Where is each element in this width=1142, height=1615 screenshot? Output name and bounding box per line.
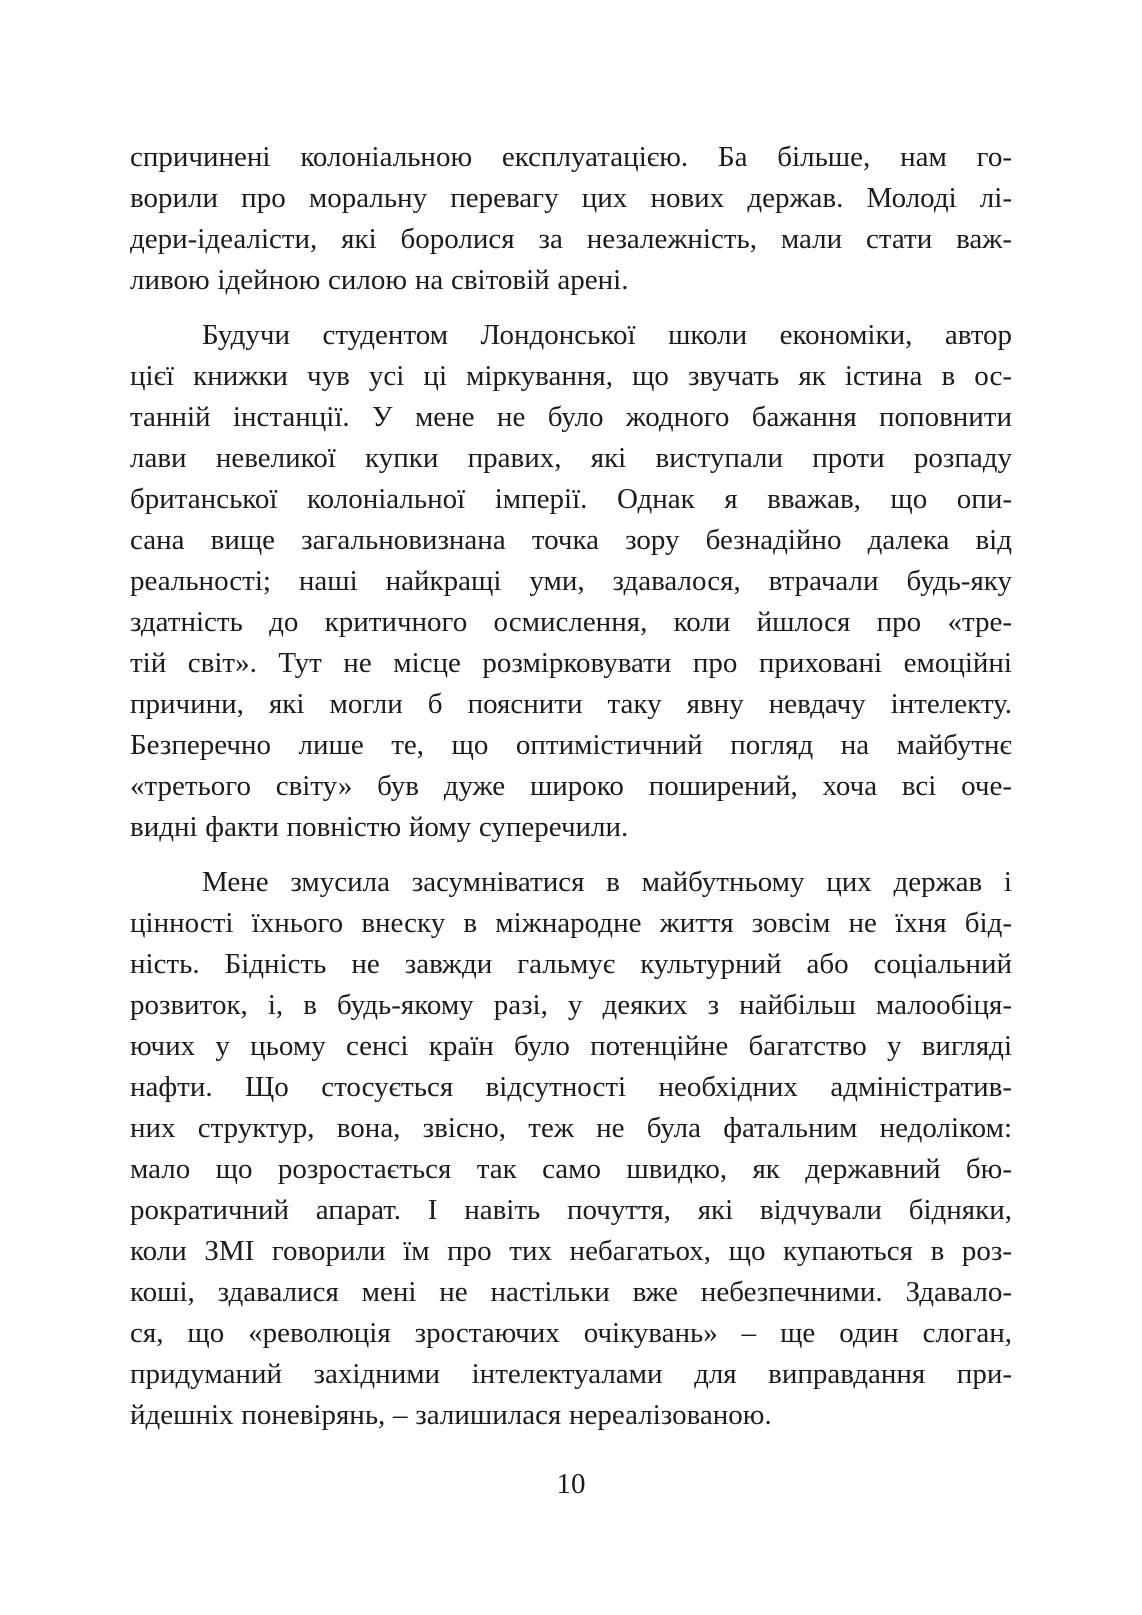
text-line: Будучи студентом Лондонської школи економіки, автор (202, 319, 1012, 351)
text-line: «третього світу» був дуже широко поширений, хоча всі оче- (130, 770, 1012, 802)
text-line: здатність до критичного осмислення, коли йшлося про «тре- (130, 606, 1012, 638)
text-line: коли ЗМІ говорили їм про тих небагатьох, що купаються в роз- (130, 1235, 1012, 1267)
text-line: мало що розростається так само швидко, як державний бю- (130, 1153, 1012, 1185)
text-line: придуманий західними інтелектуалами для виправдання при- (130, 1358, 1012, 1390)
paragraph (130, 137, 1012, 301)
text-line: ність. Бідність не завжди гальмує культурний або соціальний (130, 948, 1012, 980)
text-line: видні факти повністю йому суперечили. (130, 811, 629, 843)
text-line: цієї книжки чув усі ці міркування, що звучать як істина в ос- (130, 360, 1012, 392)
text-line: дери-ідеалісти, які боролися за незалежність, мали стати важ- (130, 223, 1012, 255)
text-line: Безперечно лише те, що оптимістичний погляд на майбутнє (130, 729, 1012, 761)
text-line: сана вище загальновизнана точка зору безнадійно далека від (130, 524, 1012, 556)
text-line: лави невеликої купки правих, які виступали проти розпаду (130, 442, 1012, 474)
text-line: них структур, вона, звісно, теж не була фатальним недоліком: (130, 1112, 1012, 1144)
text-line: коші, здавалися мені не настільки вже небезпечними. Здавало- (130, 1276, 1012, 1308)
text-line: йдешніх поневірянь, – залишилася нереалізованою. (130, 1399, 772, 1431)
text-line: ливою ідейною силою на світовій арені. (130, 264, 629, 296)
text-line: причини, які могли б пояснити таку явну невдачу інтелекту. (130, 688, 1012, 720)
text-line: спричинені колоніальною експлуатацією. Ба більше, нам го- (130, 141, 1012, 173)
paragraph (130, 315, 1012, 848)
text-line: ворили про моральну перевагу цих нових держав. Молоді лі- (130, 182, 1012, 214)
text-block (130, 137, 1012, 1436)
text-line: розвиток, і, в будь-якому разі, у деяких з найбільш малообіця- (130, 989, 1012, 1021)
text-line: ючих у цьому сенсі країн було потенційне багатство у вигляді (130, 1030, 1012, 1062)
text-line: тій світ». Тут не місце розмірковувати про приховані емоційні (130, 647, 1012, 679)
text-line: ся, що «революція зростаючих очікувань» – ще один слоган, (130, 1317, 1012, 1349)
text-line: Мене змусила засумніватися в майбутньому цих держав і (202, 866, 1012, 898)
text-line: нафти. Що стосується відсутності необхідних адміністратив- (130, 1071, 1012, 1103)
text-line: танній інстанції. У мене не було жодного бажання поповнити (130, 401, 1012, 433)
text-line: цінності їхнього внеску в міжнародне життя зовсім не їхня бід- (130, 907, 1012, 939)
paragraph (130, 862, 1012, 1436)
text-line: рократичний апарат. І навіть почуття, які відчували бідняки, (130, 1194, 1012, 1226)
page-number: 10 (556, 1468, 586, 1500)
text-line: британської колоніальної імперії. Однак я вважав, що опи- (130, 483, 1012, 515)
text-line: реальності; наші найкращі уми, здавалося, втрачали будь-яку (130, 565, 1012, 597)
